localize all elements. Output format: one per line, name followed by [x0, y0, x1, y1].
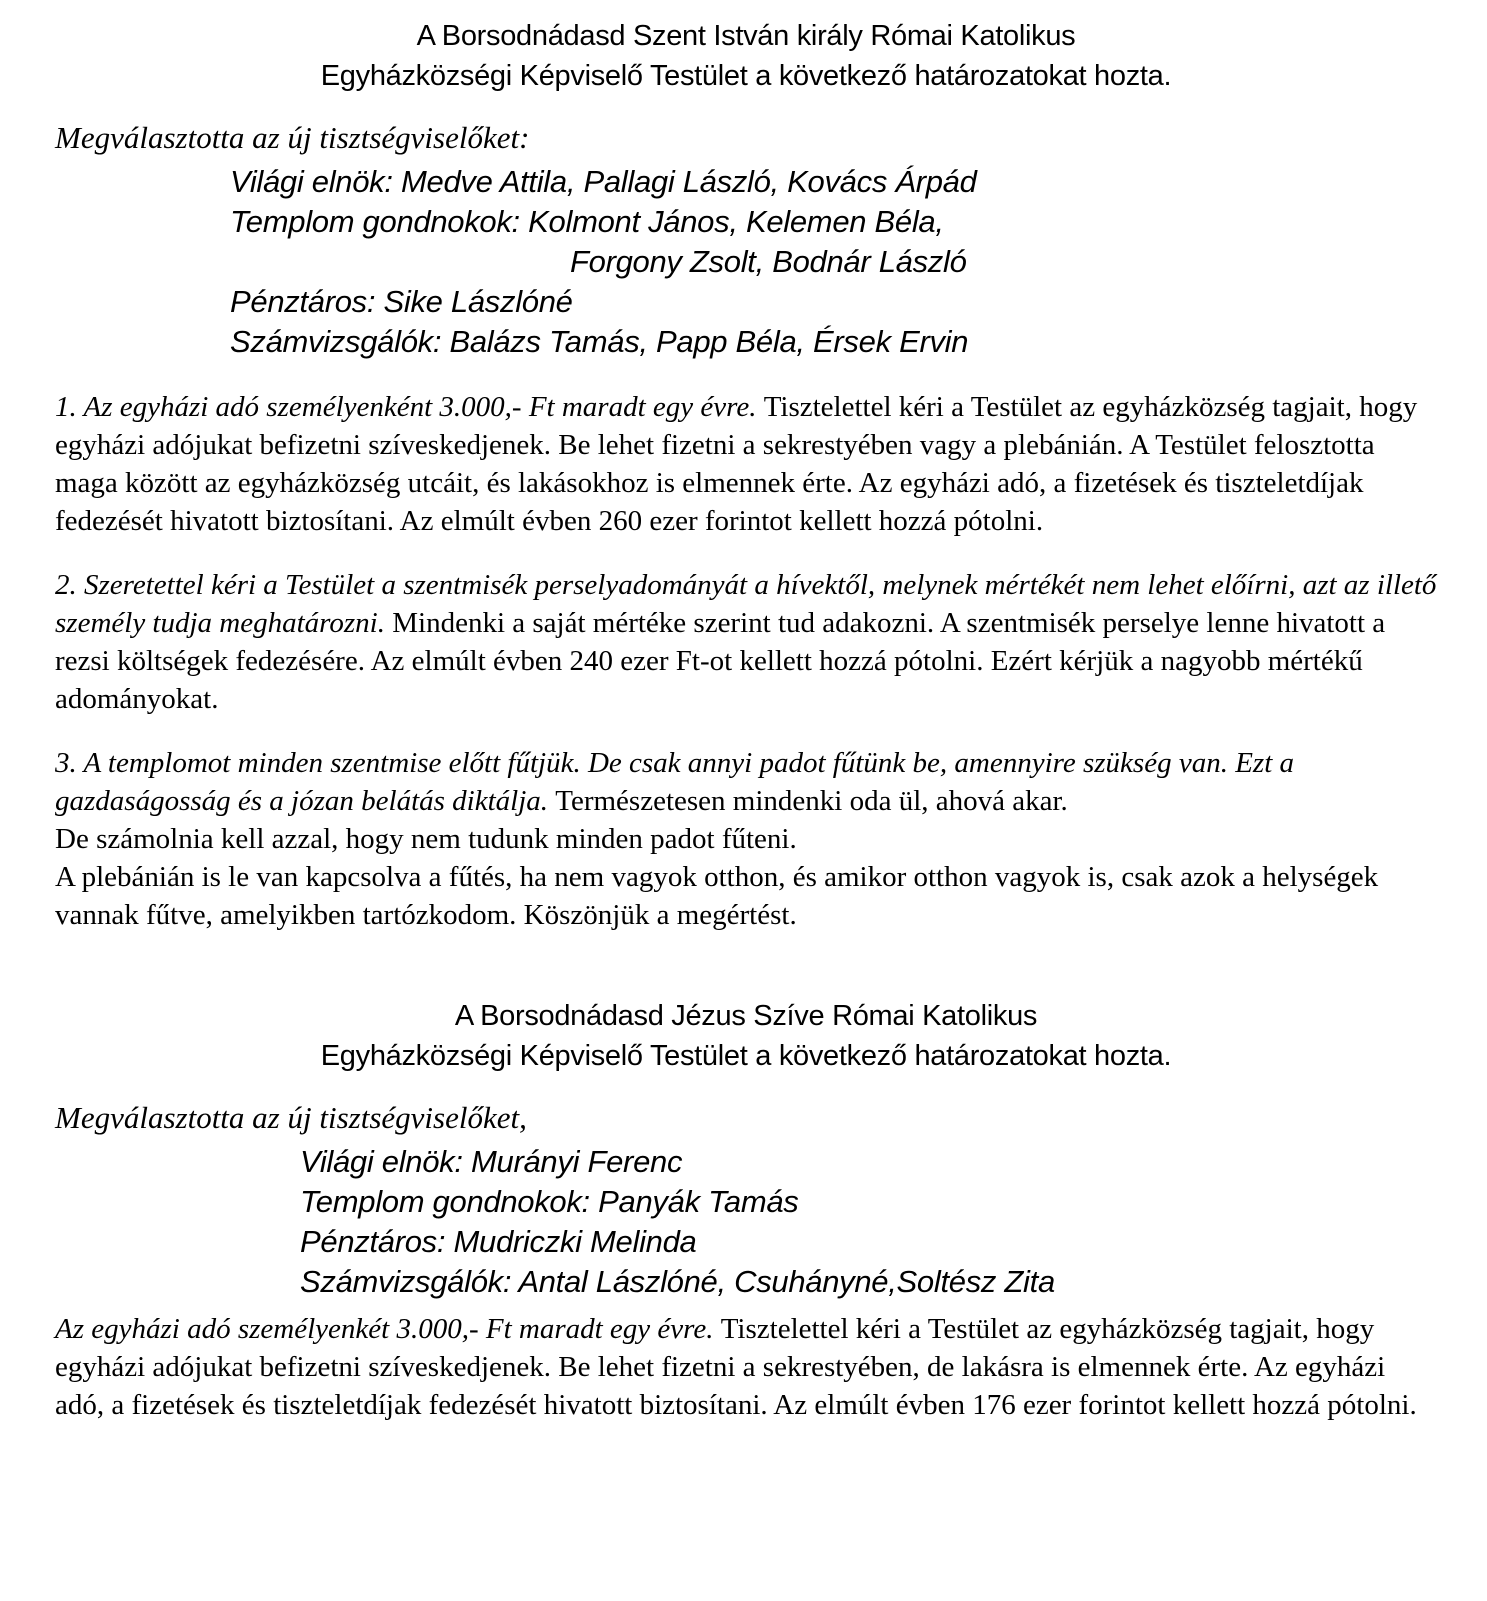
paragraph-2-italic-lead: 2. Szeretettel kéri a Testület a szentmisék perselyadományát a hívektől, melynek mértékét nem lehet előírni, azt az illető személy tudja meghatározni.: [55, 569, 1437, 639]
section1-paragraph-1: [55, 388, 1437, 540]
officer-line-church-wardens-cont: Forgony Zsolt, Bodnár László: [570, 244, 967, 279]
paragraph-1-body: Tisztelettel kéri a Testület az egyházközség tagjait, hogy egyházi adójukat befizetni szíveskedjenek. Be lehet fizetni a sekrestyében vagy a plebánián. A Testület felosztotta maga között az egyházközség utcáit, és lakásokhoz is elmennek érte. Az egyházi adó, a fizetések és tiszteletdíjak fedezését hivatott biztosítani. Az elmúlt évben 260 ezer forintot kellett hozzá pótolni.: [55, 391, 1418, 537]
paragraph-3-italic-lead: 3. A templomot minden szentmise előtt fűtjük. De csak annyi padot fűtünk be, amennyire szükség van. Ezt a gazdaságosság és a józan belátás diktálja.: [55, 747, 1294, 817]
section1-officer-list: [230, 162, 1437, 362]
paragraph-3-line3: A plebánián is le van kapcsolva a fűtés, ha nem vagyok otthon, és amikor otthon vagyok is, csak azok a helységek vannak fűtve, amelyikben tartózkodom. Köszönjük a megértést.: [55, 861, 1379, 931]
section1-title: [55, 16, 1437, 96]
paragraph-1-italic-lead: 1. Az egyházi adó személyenként 3.000,- Ft maradt egy évre.: [55, 391, 764, 423]
section2-title-line2: Egyházközségi Képviselő Testület a következő határozatokat hozta.: [320, 1040, 1172, 1072]
section2-paragraph-body: Tisztelettel kéri a Testület az egyházközség tagjait, hogy egyházi adójukat befizetni szíveskedjenek. Be lehet fizetni a sekrestyében, de lakásra is elmennek érte. Az egyházi adó, a fizetések és tiszteletdíjak fedezését hivatott biztosítani. Az elmúlt évben 176 ezer forintot kellett hozzá pótolni.: [55, 1313, 1417, 1421]
section1-paragraph-3: [55, 744, 1437, 934]
section1-intro: Megválasztotta az új tisztségviselőket:: [55, 120, 530, 155]
officer-line-treasurer: Pénztáros: Mudriczki Melinda: [300, 1224, 697, 1259]
section2-officer-list: [300, 1142, 1437, 1302]
section2-paragraph-italic-lead: Az egyházi adó személyenkét 3.000,- Ft maradt egy évre.: [55, 1313, 721, 1345]
section1-title-line2: Egyházközségi Képviselő Testület a következő határozatokat hozta.: [320, 60, 1172, 92]
section2-title: [55, 996, 1437, 1076]
officer-line-treasurer: Pénztáros: Sike Lászlóné: [230, 284, 573, 319]
officer-line-auditors: Számvizsgálók: Balázs Tamás, Papp Béla, Érsek Ervin: [230, 324, 969, 359]
section1-paragraph-2: [55, 566, 1437, 718]
officer-line-lay-president: Világi elnök: Medve Attila, Pallagi László, Kovács Árpád: [230, 164, 977, 199]
section1-title-line1: A Borsodnádasd Szent István király Római Katolikus: [416, 20, 1076, 52]
officer-line-church-wardens: Templom gondnokok: Panyák Tamás: [300, 1184, 799, 1219]
officer-line-auditors: Számvizsgálók: Antal Lászlóné, Csuhányné,Soltész Zita: [300, 1264, 1055, 1299]
paragraph-3-line2: De számolnia kell azzal, hogy nem tudunk minden padot fűteni.: [55, 823, 797, 855]
officer-line-church-wardens: Templom gondnokok: Kolmont János, Kelemen Béla,: [230, 204, 944, 239]
officer-line-lay-president: Világi elnök: Murányi Ferenc: [300, 1144, 683, 1179]
section2-title-line1: A Borsodnádasd Jézus Szíve Római Katolikus: [454, 1000, 1038, 1032]
paragraph-2-body: Mindenki a saját mértéke szerint tud adakozni. A szentmisék perselye lenne hivatott a rezsi költségek fedezésére. Az elmúlt évben 240 ezer Ft-ot kellett hozzá pótolni. Ezért kérjük a nagyobb mértékű adományokat.: [55, 607, 1386, 715]
paragraph-3-body: Természetesen mindenki oda ül, ahová akar.: [555, 785, 1068, 817]
section2-paragraph: [55, 1310, 1437, 1424]
section2-intro: Megválasztotta az új tisztségviselőket,: [55, 1100, 527, 1135]
